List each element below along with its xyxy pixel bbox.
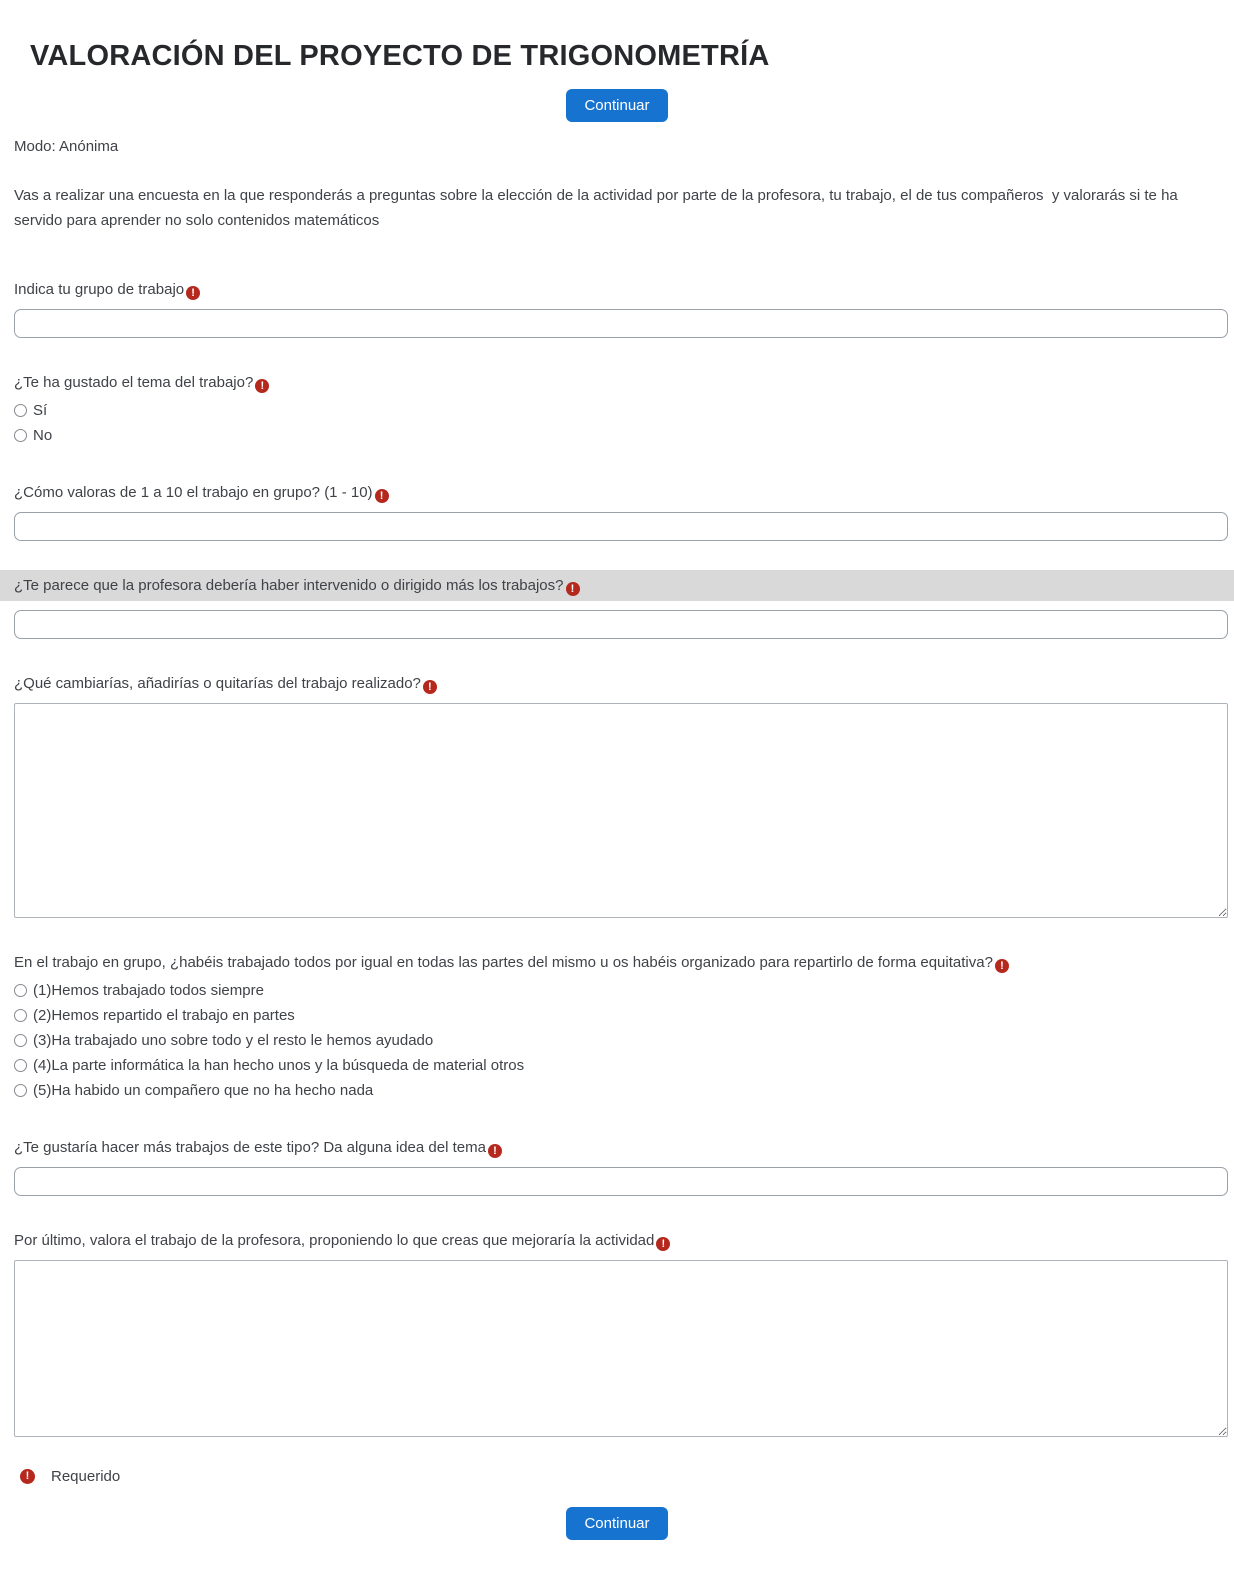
question-label (0, 367, 1234, 398)
radio-option-label: No (33, 426, 53, 444)
question-label-text: Indica tu grupo de trabajo (14, 280, 185, 298)
radio-button-icon[interactable] (14, 984, 27, 997)
radio-option-label: (2)Hemos repartido el trabajo en partes (33, 1006, 295, 1024)
question-label-text: ¿Qué cambiarías, añadirías o quitarías del trabajo realizado? (14, 674, 421, 692)
question-label-text: En el trabajo en grupo, ¿habéis trabajado todos por igual en todas las partes del mismo u os habéis organizado para repartirlo de forma equitativa? (14, 953, 993, 971)
question-6 (0, 947, 1234, 1103)
radio-option-label: (5)Ha habido un compañero que no ha hecho nada (33, 1081, 374, 1099)
exclamation-circle-icon: ! (656, 1237, 670, 1251)
radio-option-label: (3)Ha trabajado uno sobre todo y el resto le hemos ayudado (33, 1031, 434, 1049)
question-label (0, 274, 1234, 305)
question-field (14, 1260, 1228, 1437)
exclamation-circle-icon: ! (566, 582, 580, 596)
text-input[interactable] (14, 512, 1228, 541)
question-field (14, 309, 1228, 338)
question-label-text: ¿Te ha gustado el tema del trabajo? (14, 373, 254, 391)
question-field (14, 610, 1228, 639)
survey-mode-label: Modo: Anónima (14, 137, 119, 155)
radio-button-icon[interactable] (14, 1084, 27, 1097)
radio-button-icon[interactable] (14, 1009, 27, 1022)
radio-option[interactable] (0, 1078, 1234, 1103)
radio-button-icon[interactable] (14, 429, 27, 442)
question-label (0, 477, 1234, 508)
survey-page (0, 36, 1234, 1574)
question-label (0, 668, 1234, 699)
radio-button-icon[interactable] (14, 404, 27, 417)
radio-option[interactable] (0, 423, 1234, 448)
radio-option[interactable] (0, 1028, 1234, 1053)
radio-option-label: (1)Hemos trabajado todos siempre (33, 981, 264, 999)
radio-option-label: (4)La parte informática la han hecho unos y la búsqueda de material otros (33, 1056, 525, 1074)
question-1 (0, 274, 1234, 338)
question-5 (0, 668, 1234, 918)
exclamation-circle-icon: ! (995, 959, 1009, 973)
exclamation-circle-icon: ! (488, 1144, 502, 1158)
required-legend-label: Requerido (51, 1467, 121, 1485)
page-title: VALORACIÓN DEL PROYECTO DE TRIGONOMETRÍA (30, 40, 770, 72)
question-label-text: ¿Cómo valoras de 1 a 10 el trabajo en grupo? (1 - 10) (14, 483, 373, 501)
question-label (0, 1132, 1234, 1163)
question-label (0, 570, 1234, 601)
radio-option-label: Sí (33, 401, 48, 419)
exclamation-circle-icon: ! (375, 489, 389, 503)
exclamation-circle-icon: ! (255, 379, 269, 393)
exclamation-circle-icon: ! (423, 680, 437, 694)
question-label-text: ¿Te gustaría hacer más trabajos de este tipo? Da alguna idea del tema (14, 1138, 486, 1156)
question-3 (0, 477, 1234, 541)
question-label-text: Por último, valora el trabajo de la profesora, proponiendo lo que creas que mejoraría la actividad (14, 1231, 655, 1249)
textarea-input[interactable] (14, 703, 1228, 918)
question-label (0, 1225, 1234, 1256)
question-list (0, 274, 1234, 1437)
continue-button-bottom[interactable]: Continuar (566, 1507, 667, 1540)
radio-option[interactable] (0, 1003, 1234, 1028)
radio-option[interactable] (0, 978, 1234, 1003)
radio-option[interactable] (0, 398, 1234, 423)
continue-button-top[interactable]: Continuar (566, 89, 667, 122)
question-field (14, 512, 1228, 541)
question-label (0, 947, 1234, 978)
exclamation-circle-icon: ! (186, 286, 200, 300)
radio-button-icon[interactable] (14, 1034, 27, 1047)
question-4 (0, 570, 1234, 639)
question-field (14, 703, 1228, 918)
exclamation-circle-icon: ! (20, 1469, 35, 1484)
text-input[interactable] (14, 309, 1228, 338)
bottom-button-row (0, 1507, 1234, 1540)
top-button-row (0, 89, 1234, 122)
question-field (14, 1167, 1228, 1196)
radio-button-icon[interactable] (14, 1059, 27, 1072)
textarea-input[interactable] (14, 1260, 1228, 1437)
question-2 (0, 367, 1234, 448)
question-8 (0, 1225, 1234, 1437)
question-7 (0, 1132, 1234, 1196)
text-input[interactable] (14, 1167, 1228, 1196)
question-label-text: ¿Te parece que la profesora debería haber intervenido o dirigido más los trabajos? (14, 576, 564, 594)
radio-option[interactable] (0, 1053, 1234, 1078)
text-input[interactable] (14, 610, 1228, 639)
survey-intro-text: Vas a realizar una encuesta en la que responderás a preguntas sobre la elección de la actividad por parte de la profesora, tu trabajo, el de tus compañeros y valorarás si te ha servido para aprender no solo contenidos matemáticos (14, 186, 1182, 230)
required-legend (0, 1466, 1234, 1487)
